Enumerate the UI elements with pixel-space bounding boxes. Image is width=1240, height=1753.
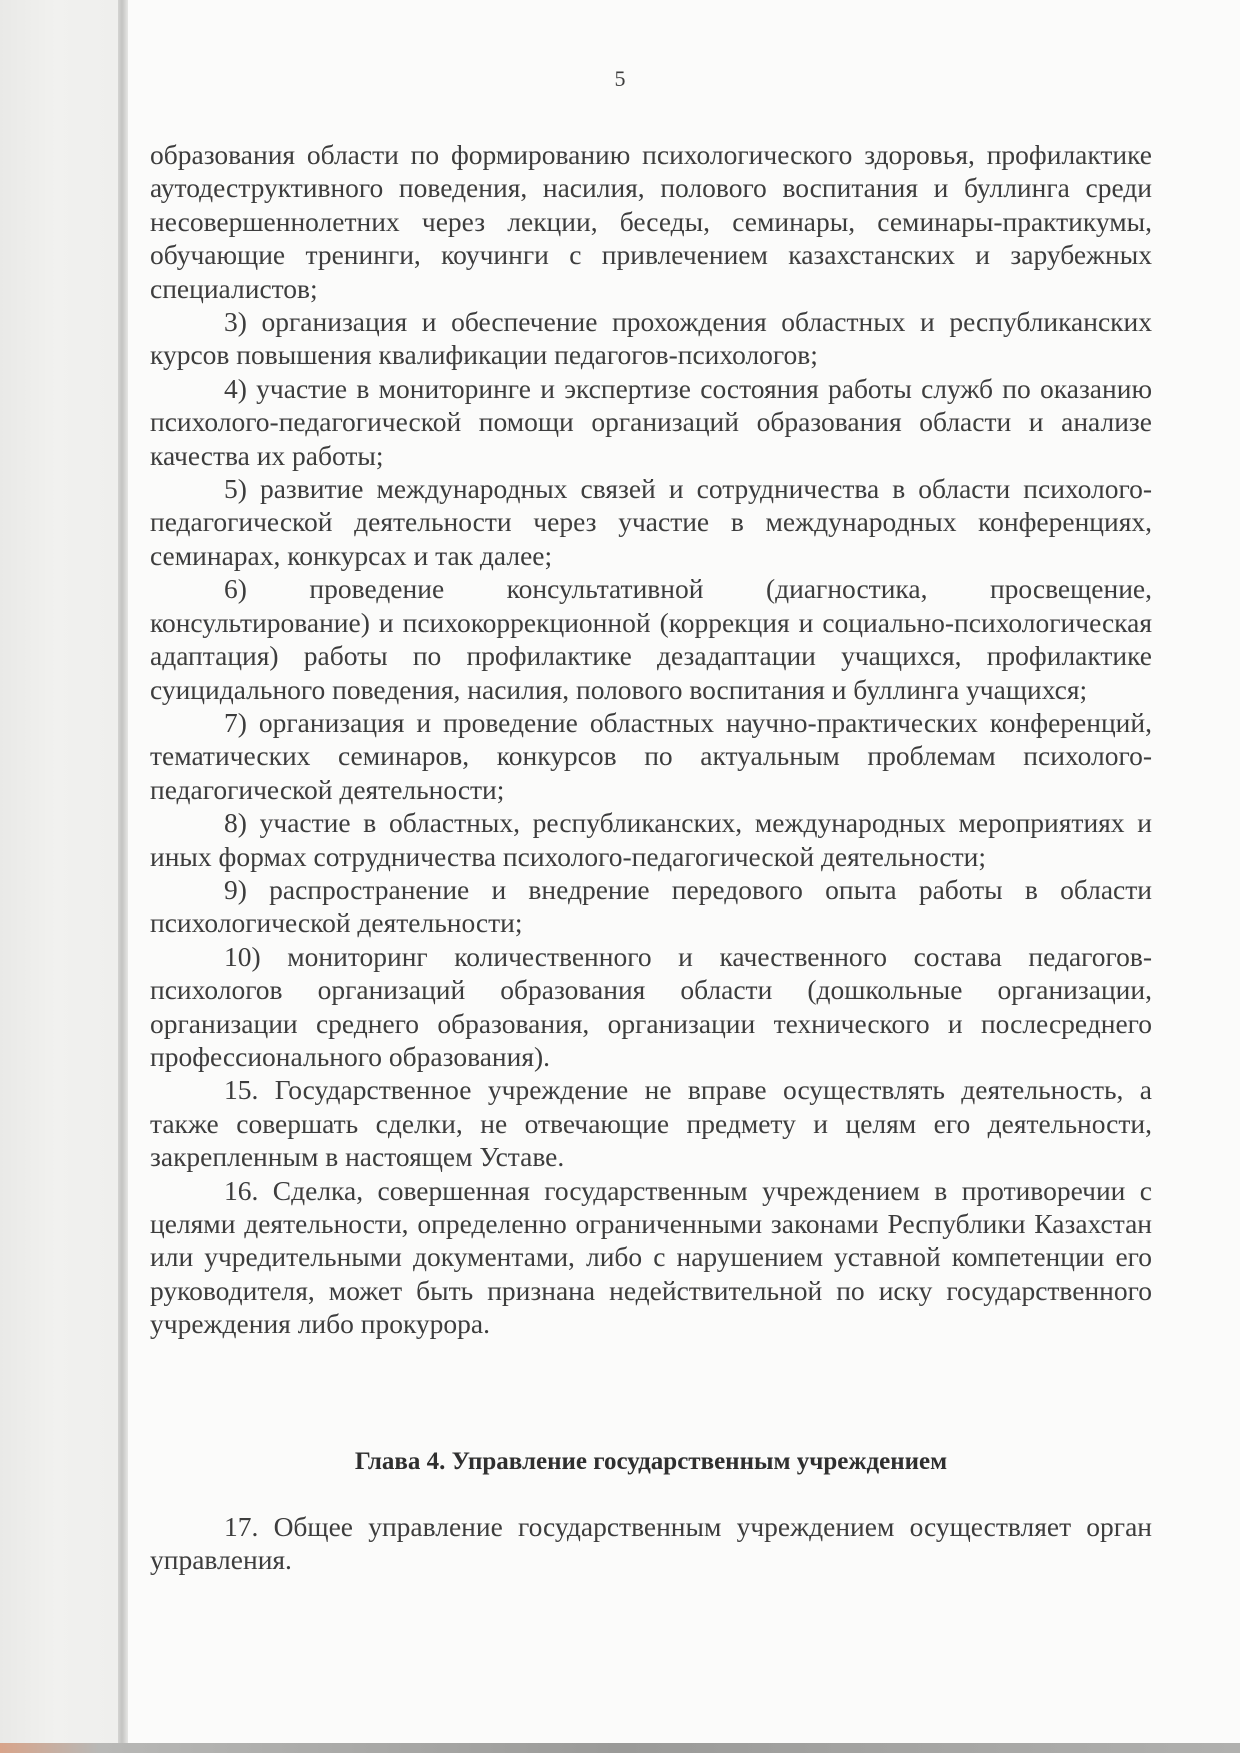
binding-spine-shadow xyxy=(118,0,128,1753)
clause-15: 15. Государственное учреждение не вправе осуществлять деятельность, а также совершать сделки, не отвечающие предмету и целям его деятельности, закрепленным в настоящем Уставе. xyxy=(150,1074,1152,1173)
clause-16: 16. Сделка, совершенная государственным учреждением в противоречии с целями деятельности, определенно ограниченными законами Республики Казахстан или учредительными документами, либо с нарушением уставной компетенции его руководителя, может быть признана недействительной по иску государственного учреждения либо прокурора. xyxy=(150,1174,1152,1340)
body-text xyxy=(150,138,1152,1341)
list-item-7: 7) организация и проведение областных научно-практических конференций, тематических семинаров, конкурсов по актуальным проблемам психолого-педагогической деятельности; xyxy=(150,706,1152,805)
list-item-10: 10) мониторинг количественного и качественного состава педагогов-психологов организаций образования области (дошкольные организации, организации среднего образования, организации технического и послесреднего профессионального образования). xyxy=(150,940,1152,1072)
clause-17: 17. Общее управление государственным учреждением осуществляет орган управления. xyxy=(150,1511,1152,1576)
chapter-title: Глава 4. Управление государственным учреждением xyxy=(354,1448,948,1475)
list-item-4: 4) участие в мониторинге и экспертизе состояния работы служб по оказанию психолого-педагогической помощи организаций образования области и анализе качества их работы; xyxy=(150,372,1152,471)
list-item-8: 8) участие в областных, республиканских, международных мероприятиях и иных формах сотрудничества психолого-педагогической деятельности; xyxy=(150,807,1152,872)
list-item-6: 6) проведение консультативной (диагностика, просвещение, консультирование) и психокоррекционной (коррекция и социально-психологическая адаптация) работы по профилактике дезадаптации учащихся, профилактике суицидального поведения, насилия, полового воспитания и буллинга учащихся; xyxy=(150,573,1152,705)
bottom-scan-edge xyxy=(0,1743,1240,1753)
page-number: 5 xyxy=(614,66,626,91)
list-item-3: 3) организация и обеспечение прохождения областных и республиканских курсов повышения квалификации педагогов-психологов; xyxy=(150,306,1152,371)
list-item-5: 5) развитие международных связей и сотрудничества в области психолого-педагогической деятельности через участие в международных конференциях, семинарах, конкурсах и так далее; xyxy=(150,473,1152,571)
list-item-9: 9) распространение и внедрение передового опыта работы в области психологической деятельности; xyxy=(150,873,1152,939)
chapter-body-text xyxy=(150,1510,1152,1577)
paragraph-continuation: образования области по формированию психологического здоровья, профилактике аутодеструктивного поведения, насилия, полового воспитания и буллинга среди несовершеннолетних через лекции, беседы, семинары, семинары-практикумы, обучающие тренинги, коучинги с привлечением казахстанских и зарубежных специалистов; xyxy=(150,139,1152,304)
